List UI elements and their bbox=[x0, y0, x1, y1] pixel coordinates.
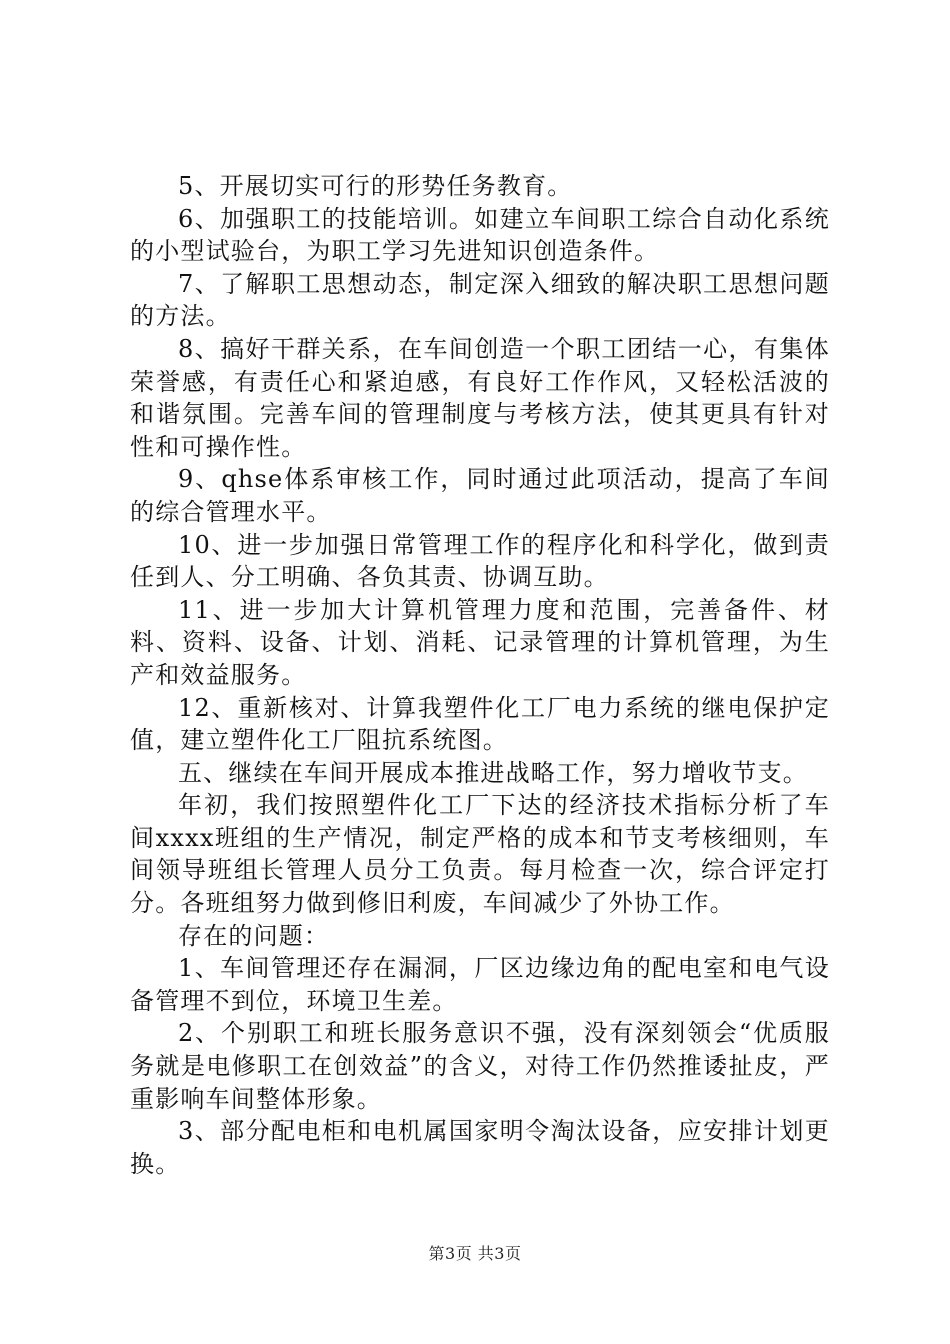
problem-item-1: 1、车间管理还存在漏洞，厂区边缘边角的配电室和电气设备管理不到位，环境卫生差。 bbox=[130, 954, 830, 1015]
paragraph-early-year: 年初，我们按照塑件化工厂下达的经济技术指标分析了车间xxxx班组的生产情况，制定严格的成本和节支考核细则，车间领导班组长管理人员分工负责。每月检查一次，综合评定打分。各班组努力做到修旧利废，车间减少了外协工作。 bbox=[130, 791, 830, 918]
paragraph-item-8: 8、搞好干群关系，在车间创造一个职工团结一心，有集体荣誉感，有责任心和紧迫感，有良好工作作风，又轻松活波的和谐氛围。完善车间的管理制度与考核方法，使其更具有针对性和可操作性。 bbox=[130, 334, 830, 461]
paragraph-item-9: 9、qhse体系审核工作，同时通过此项活动，提高了车间的综合管理水平。 bbox=[130, 465, 830, 526]
problem-item-3: 3、部分配电柜和电机属国家明令淘汰设备，应安排计划更换。 bbox=[130, 1117, 830, 1178]
paragraph-item-10: 10、进一步加强日常管理工作的程序化和科学化，做到责任到人、分工明确、各负其责、协调互助。 bbox=[130, 530, 830, 592]
paragraph-item-6: 6、加强职工的技能培训。如建立车间职工综合自动化系统的小型试验台，为职工学习先进知识创造条件。 bbox=[130, 204, 830, 266]
problems-heading: 存在的问题： bbox=[178, 921, 330, 950]
paragraph-item-11: 11、进一步加大计算机管理力度和范围，完善备件、材料、资料、设备、计划、消耗、记录管理的计算机管理，为生产和效益服务。 bbox=[130, 595, 830, 689]
page-footer bbox=[0, 1244, 950, 1264]
page-number-label: 第3页 共3页 bbox=[428, 1244, 522, 1263]
document-body bbox=[130, 170, 830, 1180]
problem-item-2: 2、个别职工和班长服务意识不强，没有深刻领会“优质服务就是电修职工在创效益”的含义，对待工作仍然推诿扯皮，严重影响车间整体形象。 bbox=[130, 1019, 830, 1113]
section-heading-five: 五、继续在车间开展成本推进战略工作，努力增收节支。 bbox=[178, 758, 808, 787]
paragraph-item-12: 12、重新核对、计算我塑件化工厂电力系统的继电保护定值，建立塑件化工厂阻抗系统图。 bbox=[130, 693, 830, 755]
paragraph-item-5: 5、开展切实可行的形势任务教育。 bbox=[178, 172, 573, 200]
paragraph-item-7: 7、了解职工思想动态，制定深入细致的解决职工思想问题的方法。 bbox=[130, 269, 830, 331]
